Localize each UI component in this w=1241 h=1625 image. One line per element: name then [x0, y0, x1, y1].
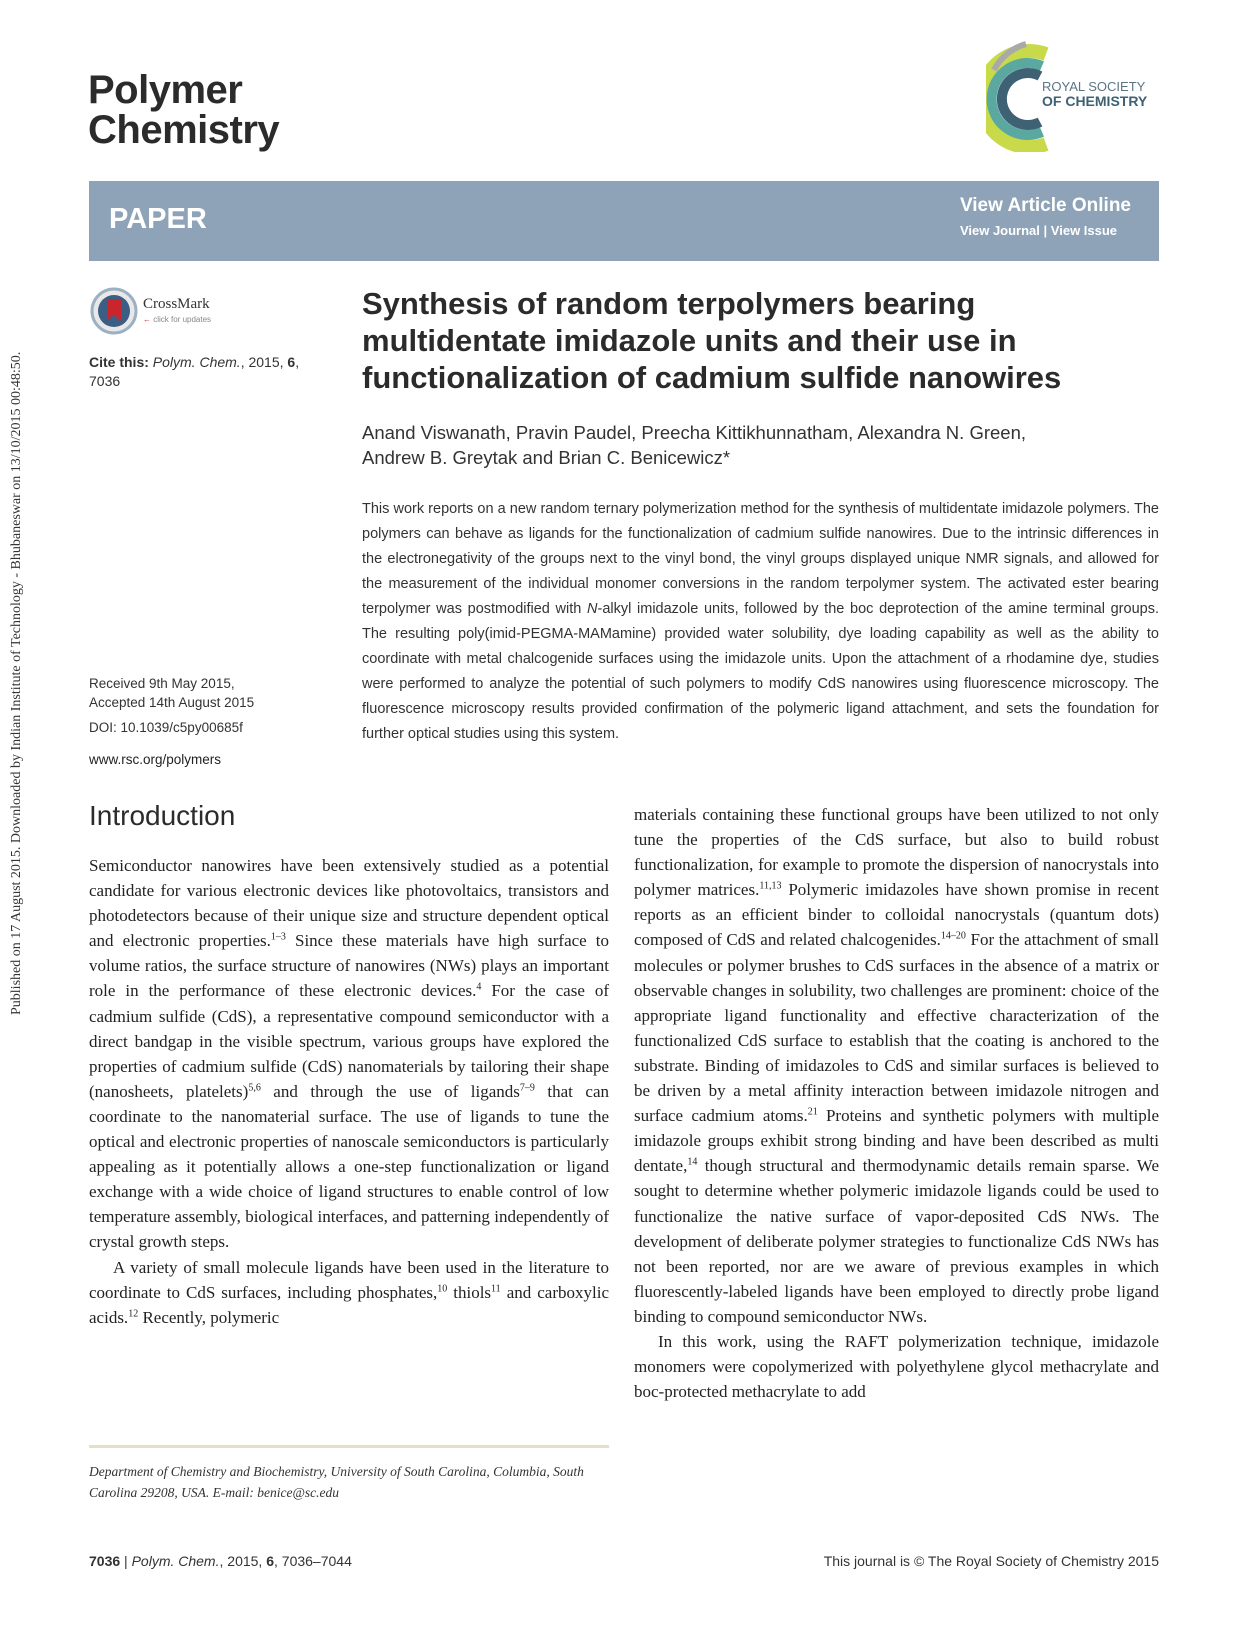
- author-affiliation: Department of Chemistry and Biochemistry, University of South Carolina, Columbia, South Carolina 29208, USA. E-mail: benice@sc.edu: [89, 1464, 584, 1500]
- section-heading-introduction: Introduction: [89, 800, 236, 831]
- view-journal-link[interactable]: View Journal: [959, 223, 1040, 238]
- author-line-1: Anand Viswanath, Pravin Paudel, Preecha Kittikhunnatham, Alexandra N. Green,: [362, 422, 1027, 443]
- reference-link[interactable]: 21: [807, 1106, 818, 1118]
- abstract-text-2: -alkyl imidazole units, followed by the boc deprotection of the amine terminal groups. The resulting poly(imid-PEGMA-MAMamine) provided water solubility, dye loading capability as well as the ability to coordinate with metal chalcogenide surfaces using the imidazole units. Upon the attachment of a rhodamine dye, studies were performed to analyze the potential of such polymers to modify CdS nanowires using fluorescence microscopy. The fluorescence microscopy results provided confirmation of the polymeric ligand attachment, and sets the foundation for further optical studies using this system.: [362, 601, 1159, 742]
- accepted-date: Accepted 14th August 2015: [89, 695, 255, 710]
- intro-paragraph-2: [89, 1255, 609, 1330]
- page-number: 7036: [89, 1553, 121, 1569]
- page-footer-citation: [89, 1553, 352, 1569]
- body-column-right: [634, 802, 1159, 1404]
- view-issue-link[interactable]: View Issue: [1050, 223, 1118, 238]
- link-separator: |: [1043, 223, 1048, 238]
- body-text: Recently, polymeric: [138, 1307, 280, 1327]
- footnote-divider: [89, 1445, 609, 1448]
- view-article-online-link[interactable]: View Article Online: [959, 195, 1131, 216]
- cite-page: , 7036: [89, 354, 300, 389]
- crossmark-button[interactable]: [90, 287, 250, 337]
- author-line-2: Andrew B. Greytak and Brian C. Benicewicz*: [362, 447, 731, 468]
- journal-title-line2: Chemistry: [88, 108, 280, 152]
- footer-pages: , 7036–7044: [274, 1553, 352, 1569]
- body-text: A variety of small molecule ligands have been used in the literature to coordinate to CdS surfaces, including phosphates,: [89, 1257, 609, 1302]
- crossmark-sublabel: [143, 315, 211, 324]
- body-text: thiols: [447, 1282, 492, 1302]
- article-type-banner: [89, 181, 1159, 261]
- received-date: Received 9th May 2015,: [89, 676, 235, 691]
- citation: [89, 353, 329, 391]
- reference-link[interactable]: 5,6: [248, 1082, 261, 1094]
- article-dates: [89, 674, 329, 712]
- arrow-left-icon: ←: [143, 315, 151, 324]
- body-text: Since these materials have high surface to volume ratios, the surface structure of nanowires (NWs) plays an important role in the performance of these electronic devices.: [89, 931, 609, 1001]
- body-text: and carboxylic acids.: [89, 1282, 609, 1327]
- reference-link[interactable]: 7–9: [519, 1082, 535, 1094]
- crossmark-icon: [90, 287, 138, 335]
- publisher-name-line2: OF CHEMISTRY: [1042, 93, 1148, 109]
- reference-link[interactable]: 14: [687, 1156, 698, 1168]
- doi[interactable]: DOI: 10.1039/c5py00685f: [89, 720, 243, 735]
- reference-link[interactable]: 4: [476, 981, 482, 993]
- body-text: Polymeric imidazoles have shown promise in recent reports as an efficient binder to colloidal nanocrystals (quantum dots) composed of CdS and related chalcogenides.: [634, 880, 1159, 950]
- body-column-left: [89, 853, 609, 1330]
- body-text: though structural and thermodynamic details remain sparse. We sought to determine whether polymeric imidazole ligands could be used to functionalize the native surface of vapor-deposited CdS NWs. The development of deliberate polymer strategies to functionalize CdS NWs has not been reported, nor are we aware of previous examples in which fluorescently-labeled ligands have been employed to directly probe ligand binding to compound semiconductor NWs.: [634, 1156, 1159, 1326]
- footer-year: , 2015,: [219, 1553, 267, 1569]
- article-title: Synthesis of random terpolymers bearing multidentate imidazole units and their use in functionalization of cadmium sulfide nanowires: [362, 286, 1062, 395]
- cite-year: , 2015,: [240, 354, 288, 370]
- journal-url-link[interactable]: www.rsc.org/polymers: [89, 752, 222, 767]
- crossmark-label: CrossMark: [143, 296, 210, 312]
- journal-title-line1: Polymer: [88, 68, 243, 112]
- publisher-name-line1: ROYAL SOCIETY: [1042, 79, 1146, 94]
- reference-link[interactable]: 11: [491, 1282, 501, 1294]
- page-footer-copyright: This journal is © The Royal Society of Chemistry 2015: [823, 1553, 1159, 1569]
- reference-link[interactable]: 14–20: [940, 930, 966, 942]
- reference-link[interactable]: 12: [128, 1308, 139, 1320]
- reference-link[interactable]: 10: [437, 1282, 448, 1294]
- journal-title[interactable]: [88, 70, 279, 150]
- body-text: For the attachment of small molecules or polymer brushes to CdS surfaces in the absence of a matrix or observable changes in solubility, two challenges are prominent: choice of the appropriate ligand functionality and effective characterization of the functionalized CdS surface to establish that the coating is anchored to the substrate. Binding of imidazoles to CdS and similar surfaces is believed to be driven by a metal affinity interaction between imidazole nitrogen and surface cadmium atoms.: [634, 930, 1160, 1126]
- reference-link[interactable]: 1–3: [270, 931, 286, 943]
- footer-journal: Polym. Chem.: [131, 1553, 220, 1569]
- footer-volume: 6: [266, 1553, 274, 1569]
- cite-volume: 6: [287, 354, 296, 370]
- crossmark-sublabel-text: click for updates: [153, 315, 212, 324]
- body-text: Proteins and synthetic polymers with multiple imidazole groups exhibit strong binding and have been described as multi dentate,: [634, 1106, 1159, 1176]
- intro-paragraph-3: [634, 802, 1159, 1329]
- body-text: Semiconductor nanowires have been extensively studied as a potential candidate for various electronic devices like photovoltaics, transistors and photodetectors because of their unique size and structure dependent optical and electronic properties.: [89, 856, 609, 951]
- reference-link[interactable]: 11,13: [759, 880, 782, 892]
- publisher-logo[interactable]: [986, 40, 1156, 152]
- intro-paragraph-4: In this work, using the RAFT polymerization technique, imidazole monomers were copolymerized with polyethylene glycol methacrylate and boc-protected methacrylate to add: [634, 1331, 1159, 1402]
- cite-prefix: Cite this:: [89, 354, 149, 370]
- download-notice-text: Published on 17 August 2015. Downloaded by Indian Institute of Technology - Bhubaneswar on 13/10/2015 00:48:50.: [9, 351, 24, 1015]
- intro-paragraph-1: [89, 853, 609, 1255]
- body-text: materials containing these functional groups have been utilized to not only tune the properties of the CdS surface, but also to build robust functionalization, for example to promote the dispersion of nanocrystals into polymer matrices.: [634, 805, 1159, 900]
- body-text: For the case of cadmium sulfide (CdS), a representative compound semiconductor with a direct bandgap in the visible spectrum, various groups have explored the properties of cadmium sulfide (CdS) nanomaterials by tailoring their shape (nanosheets, platelets): [89, 981, 609, 1101]
- article-type-label: PAPER: [109, 203, 207, 235]
- body-text: that can coordinate to the nanomaterial surface. The use of ligands to tune the optical and electronic properties of nanoscale semiconductors is particularly appealing as it potentially allows a one-step functionalization or ligand exchange with a wide choice of ligand structures to enable control of low temperature assembly, biological interfaces, and patterning independently of crystal growth steps.: [89, 1081, 609, 1252]
- download-notice: [6, 215, 30, 1015]
- abstract-italic: N: [587, 601, 598, 617]
- author-list: [362, 420, 1162, 470]
- body-text: and through the use of ligands: [260, 1081, 520, 1101]
- footer-separator: |: [124, 1553, 128, 1569]
- abstract: [362, 497, 1159, 747]
- abstract-text-1: This work reports on a new random ternary polymerization method for the synthesis of multidentate imidazole polymers. The polymers can behave as ligands for the functionalization of cadmium sulfide nanowires. Due to the intrinsic differences in the electronegativity of the groups next to the vinyl bond, the vinyl groups displayed unique NMR signals, and allowed for the measurement of the individual monomer conversions in the random terpolymer system. The activated ester bearing terpolymer was postmodified with: [362, 501, 1159, 617]
- cite-journal: Polym. Chem.: [152, 354, 241, 370]
